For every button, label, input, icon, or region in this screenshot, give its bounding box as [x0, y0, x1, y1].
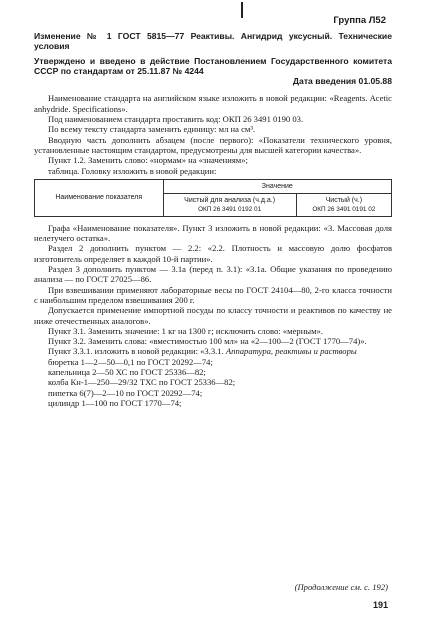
- pure-okp: ОКП 26 3491 0191 02: [312, 205, 376, 213]
- paragraph-weighing: При взвешивании применяют лабораторные весы по ГОСТ 24104—80, 2-го класса точности с наибольшим пределом взвешивания 200 г.: [34, 284, 392, 305]
- apparatus-item: цилиндр 1—100 по ГОСТ 1770—74;: [48, 397, 182, 408]
- effective-date: Дата введения 01.05.88: [292, 76, 392, 87]
- paragraph-import: Допускается применение импортной посуды по классу точности и реактивов по качеству не ниже отечественных аналогов».: [34, 305, 392, 326]
- apparatus-item: колба Кн-1—250—29/32 ТХС по ГОСТ 25336—82;: [48, 377, 236, 388]
- table-header-pure: [296, 193, 391, 216]
- table-header-indicator: Наименование показателя: [35, 179, 164, 216]
- value-table: [34, 179, 392, 217]
- table-header-pure-analysis: [163, 193, 296, 216]
- paragraph-intro-addition: Вводную часть дополнить абзацем (после первого): «Показатели технического уровня, установленные настоящим стандартом, предусмотрены для высшей категории качества».: [34, 134, 392, 155]
- paragraph-unit-replace: По всему тексту стандарта заменить единицу: мл на см³.: [48, 124, 256, 135]
- paragraph-section-2: Раздел 2 дополнить пунктом — 2.2: «2.2. Плотность и массовую долю фосфатов изготовитель определяет в каждой 10-й партии».: [34, 243, 392, 264]
- group-code: Группа Л52: [333, 15, 386, 26]
- apparatus-item: пипетка 6(7)—2—10 по ГОСТ 20292—74;: [48, 387, 203, 398]
- approval-statement: Утверждено и введено в действие Постановлением Государственного комитета СССР по стандартам от 25.11.87 № 4244: [34, 55, 392, 76]
- page-number: 191: [372, 600, 388, 610]
- apparatus-item: бюретка 1—2—50—0,1 по ГОСТ 20292—74;: [48, 356, 213, 367]
- continuation-note: (Продолжение см. с. 192): [294, 582, 388, 592]
- pure-analysis-okp: ОКП 26 3491 0192 01: [198, 205, 262, 213]
- paragraph-clause-1-2: Пункт 1.2. Заменить слово: «нормам» на «значениям»;: [48, 155, 248, 166]
- table-header-value: Значение: [163, 179, 391, 193]
- paragraph-okp-code: Под наименованием стандарта проставить код: ОКП 26 3491 0190 03.: [48, 114, 304, 125]
- amendment-title: Изменение № 1 ГОСТ 5815—77 Реактивы. Ангидрид уксусный. Технические условия: [34, 31, 392, 52]
- paragraph-section-3: Раздел 3 дополнить пунктом — 3.1а (перед п. 3.1): «3.1а. Общие указания по проведению анализа — по ГОСТ 27025—86.: [34, 264, 392, 285]
- clause-3-3-1-text: Пункт 3.3.1. изложить в новой редакции: «3.3.1.: [48, 346, 226, 357]
- apparatus-list: [34, 357, 392, 408]
- pure-analysis-label: Чистый для анализа (ч.д.а.): [184, 196, 276, 204]
- paragraph-clause-3-3-1: [34, 346, 392, 356]
- apparatus-item: капельница 2—50 ХС по ГОСТ 25336—82;: [48, 367, 206, 378]
- top-margin-mark: [241, 2, 243, 18]
- pure-label: Чистый (ч.): [325, 196, 363, 204]
- paragraph-indicator-column: Графа «Наименование показателя». Пункт 3 изложить в новой редакции: «3. Массовая доля нелетучего остатка».: [34, 222, 392, 244]
- paragraph-english-title: Наименование стандарта на английском языке изложить в новой редакции: «Reagents. Acetic anhydride. Specifications».: [34, 93, 392, 114]
- clause-3-3-1-heading: Аппаратура, реактивы и растворы: [225, 346, 357, 357]
- amendment-content: [34, 31, 392, 408]
- paragraph-clause-3-1: Пункт 3.1. Заменить значение: 1 кг на 1300 г; исключить слово: «мерным».: [48, 325, 323, 336]
- paragraph-table-header: таблица. Головку изложить в новой редакции:: [48, 165, 217, 176]
- paragraph-clause-3-2: Пункт 3.2. Заменить слова: «вместимостью 100 мл» на «2—100—2 (ГОСТ 1770—74)».: [48, 336, 367, 347]
